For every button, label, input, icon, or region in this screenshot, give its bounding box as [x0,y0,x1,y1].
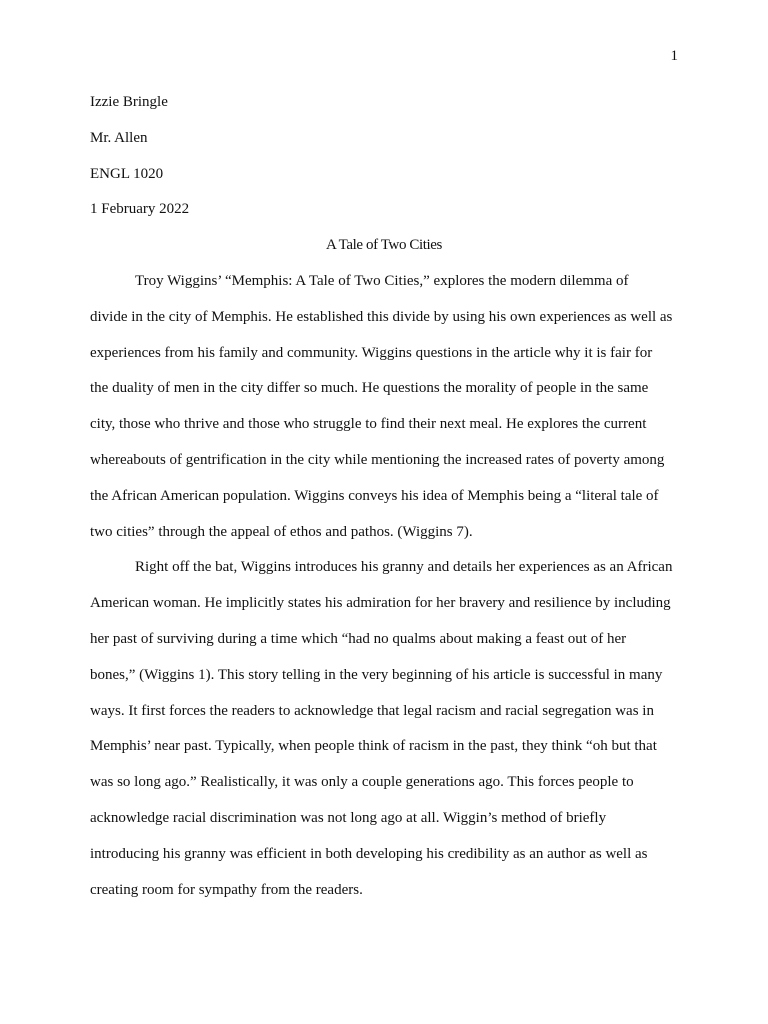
paragraph-line: experiences from his family and community. Wiggins questions in the article why it is fair for [90,344,653,361]
paragraph-line: the duality of men in the city differ so much. He questions the morality of people in the same [90,380,649,397]
paragraph-line: whereabouts of gentrification in the city while mentioning the increased rates of poverty among [90,451,665,468]
paragraph-line: Right off the bat, Wiggins introduces his granny and details her experiences as an African [135,559,673,576]
paragraph-line: city, those who thrive and those who struggle to find their next meal. He explores the current [90,416,647,433]
paragraph-line: bones,” (Wiggins 1). This story telling in the very beginning of his article is successful in many [90,666,663,683]
author-name: Izzie Bringle [90,94,168,110]
paragraph-line: introducing his granny was efficient in both developing his credibility as an author as well as [90,845,648,862]
paragraph-line: American woman. He implicitly states his admiration for her bravery and resilience by including [90,595,671,612]
paragraph-line: Troy Wiggins’ “Memphis: A Tale of Two Cities,” explores the modern dilemma of [135,272,629,289]
paragraph-line: her past of surviving during a time which “had no qualms about making a feast out of her [90,630,627,647]
page-number: 1 [670,48,678,64]
essay-title: A Tale of Two Cities [325,237,442,254]
paragraph-line: divide in the city of Memphis. He established this divide by using his own experiences as well as [90,308,673,325]
instructor-name: Mr. Allen [90,129,148,146]
paragraph-1 [90,271,678,557]
paragraph-line: the African American population. Wiggins conveys his idea of Memphis being a “literal tale of [90,487,659,504]
paragraph-line: Memphis’ near past. Typically, when people think of racism in the past, they think “oh but that [90,738,657,755]
document-body [90,92,678,915]
paragraph-line: was so long ago.” Realistically, it was only a couple generations ago. This forces people to [90,774,634,791]
document-date: 1 February 2022 [90,201,190,218]
paragraph-line: two cities” through the appeal of ethos and pathos. (Wiggins 7). [90,523,473,540]
paragraph-line: ways. It first forces the readers to acknowledge that legal racism and racial segregation was in [90,702,654,719]
course-name: ENGL 1020 [90,165,164,182]
paragraph-2 [90,557,678,915]
paragraph-line: creating room for sympathy from the readers. [90,881,363,898]
paragraph-line: acknowledge racial discrimination was not long ago at all. Wiggin’s method of briefly [90,809,607,826]
